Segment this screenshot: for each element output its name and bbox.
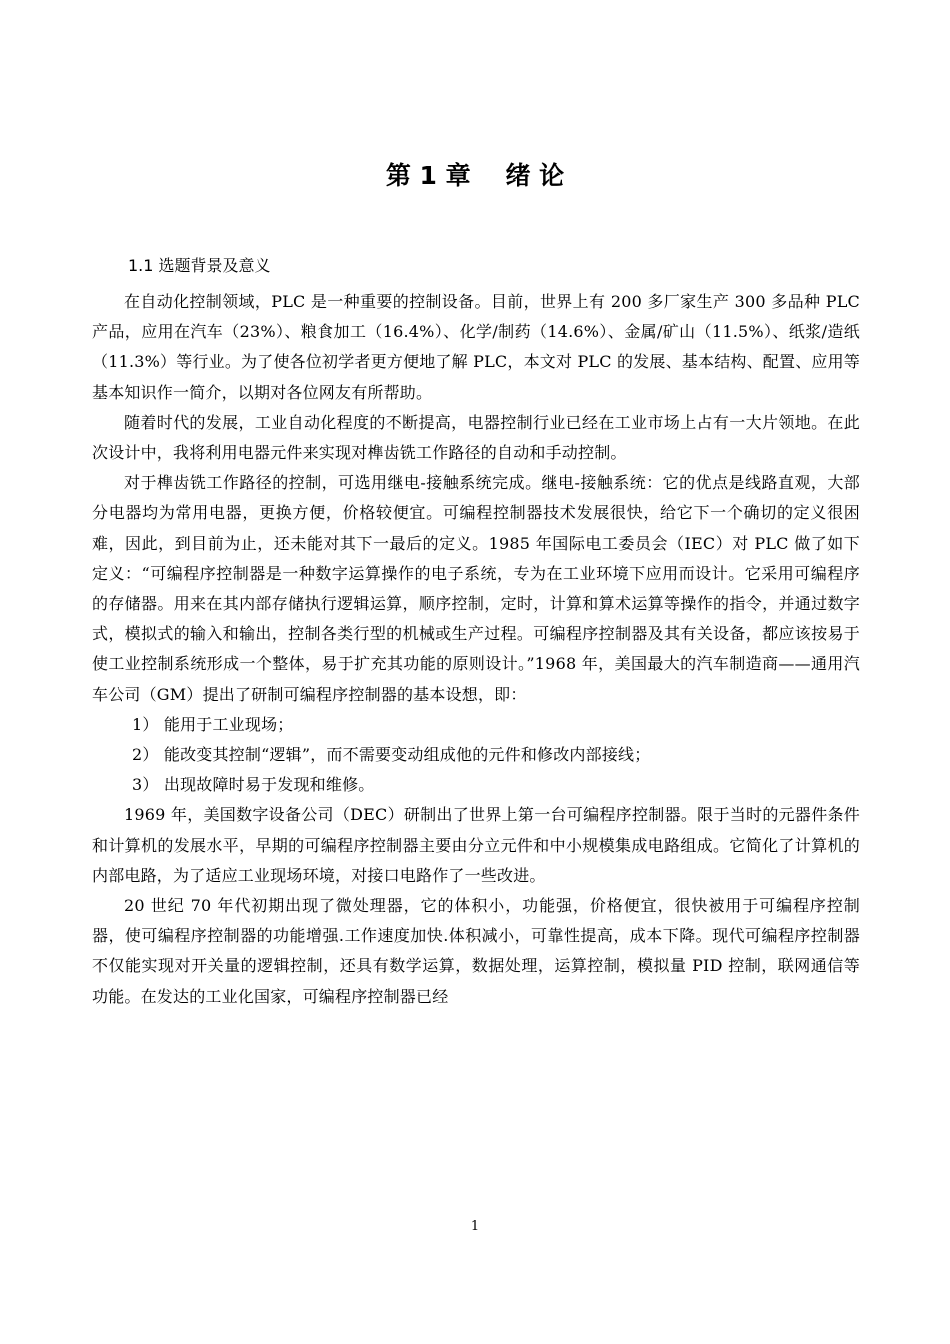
paragraph-plc-definition: 对于榫齿铣工作路径的控制，可选用继电-接触系统完成。继电-接触系统：它的优点是线路直观，大部分电器均为常用电器，更换方便，价格较便宜。可编程控制器技术发展很快，给它下一个确切的定义很困难，因此，到目前为止，还未能对其下一最后的定义。1985 年国际电工委员会（IEC）对 PLC 做了如下定义：“可编程序控制器是一种数字运算操作的电子系统，专为在工业环境下应用而设计。它采用可编程序的存储器。用来在其内部存储执行逻辑运算，顺序控制，定时，计算和算术运算等操作的指令，并通过数字式，模拟式的输入和输出，控制各类行型的机械或生产过程。可编程序控制器及其有关设备，都应该按易于使工业控制系统形成一个整体，易于扩充其功能的原则设计。”1968 年，美国最大的汽车制造商——通用汽车公司（GM）提出了研制可编程序控制器的基本设想，即： xyxy=(92,473,860,704)
page-number: 1 xyxy=(470,1219,480,1234)
list-item-3: 3） 出现故障时易于发现和维修。 xyxy=(132,775,375,795)
list-item-1: 1） 能用于工业现场； xyxy=(132,714,294,734)
paragraph-dec-1969: 1969 年，美国数字设备公司（DEC）研制出了世界上第一台可编程序控制器。限于当时的元器件条件和计算机的发展水平，早期的可编程序控制器主要由分立元件和中小规模集成电路组成。它简化了计算机的内部电路，为了适应工业现场环境，对接口电路作了一些改进。 xyxy=(92,805,860,885)
section-heading: 1.1 选题背景及意义 xyxy=(128,256,271,275)
list-item-2: 2） 能改变其控制“逻辑”，而不需要变动组成他的元件和修改内部接线； xyxy=(132,745,651,765)
paragraph-plc-intro: 在自动化控制领域，PLC 是一种重要的控制设备。目前，世界上有 200 多厂家生产 300 多品种 PLC 产品，应用在汽车（23%）、粮食加工（16.4%）、化学/制药（14.6%）、金属/矿山（11.5%）、纸浆/造纸（11.3%）等行业。为了使各位初学者更方便地了解 PLC，本文对 PLC 的发展、基本结构、配置、应用等基本知识作一简介，以期对各位网友有所帮助。 xyxy=(92,292,860,402)
paragraph-microprocessor-era: 20 世纪 70 年代初期出现了微处理器，它的体积小，功能强，价格便宜，很快被用于可编程序控制器，使可编程序控制器的功能增强.工作速度加快.体积减小，可靠性提高，成本下降。现代可编程序控制器不仅能实现对开关量的逻辑控制，还具有数学运算，数据处理，运算控制，模拟量 PID 控制，联网通信等功能。在发达的工业化国家，可编程序控制器已经 xyxy=(92,896,860,1006)
body-text xyxy=(92,287,860,1012)
chapter-title: 第 1 章 绪 论 xyxy=(385,161,565,190)
paragraph-industrial-automation: 随着时代的发展，工业自动化程度的不断提高，电器控制行业已经在工业市场上占有一大片领地。在此次设计中，我将利用电器元件来实现对榫齿铣工作路径的自动和手动控制。 xyxy=(92,412,860,463)
